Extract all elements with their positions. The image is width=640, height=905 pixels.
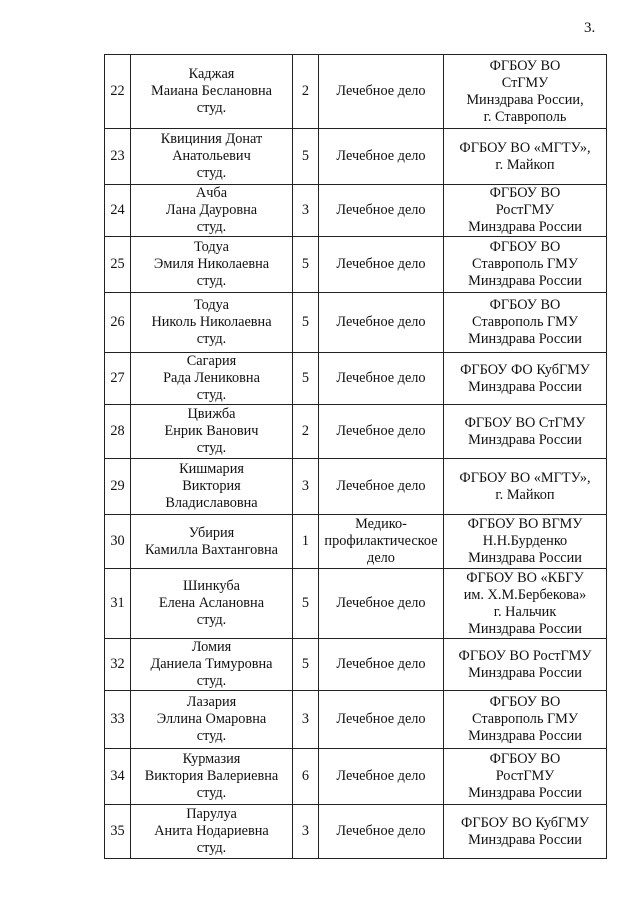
table-row xyxy=(105,129,607,185)
student-name-cell-line: Убирия xyxy=(188,524,235,541)
university-cell-line: им. Х.М.Бербекова» xyxy=(463,586,587,603)
university-cell-line: ФГБОУ ВО ВГМУ xyxy=(467,516,583,532)
student-name-cell-line: Анита Нодариевна xyxy=(154,823,269,839)
specialty-cell xyxy=(319,293,444,353)
table-row xyxy=(105,569,607,639)
student-name-cell-line: Тодуа xyxy=(194,239,229,255)
university-cell-line: ФГБОУ ВО СтГМУ xyxy=(464,414,586,431)
row-number-cell: 29 xyxy=(105,459,131,515)
student-name-cell-line: Лазария xyxy=(186,694,237,710)
university-cell-line: г. Майкоп xyxy=(495,486,555,503)
student-name-cell xyxy=(131,129,293,185)
specialty-cell xyxy=(319,55,444,129)
course-cell: 5 xyxy=(293,293,319,353)
specialty-cell-line: Лечебное дело xyxy=(336,478,426,494)
row-number-cell: 35 xyxy=(105,805,131,859)
student-name-cell-line: Сагария xyxy=(186,353,237,369)
student-name-cell xyxy=(131,569,293,639)
student-name-cell xyxy=(131,515,293,569)
university-cell xyxy=(444,639,607,691)
student-name-cell-line: студ. xyxy=(196,165,227,181)
university-cell-line: РостГМУ xyxy=(495,202,555,218)
table-row xyxy=(105,805,607,859)
student-name-cell-line: Каджая xyxy=(188,66,235,82)
university-cell-line: Минздрава России xyxy=(468,664,582,681)
student-name-cell-line: Парулуа xyxy=(186,806,237,822)
student-name-cell-line: студ. xyxy=(196,612,227,628)
university-cell-line: ФГБОУ ВО xyxy=(489,297,561,313)
specialty-cell xyxy=(319,353,444,405)
student-name-cell-line: Даниела Тимуровна xyxy=(150,656,273,672)
student-name-cell xyxy=(131,749,293,805)
student-name-cell-line: Лана Дауровна xyxy=(165,202,258,218)
course-cell: 3 xyxy=(293,185,319,237)
university-cell xyxy=(444,129,607,185)
course-cell: 2 xyxy=(293,405,319,459)
student-name-cell-line: Цвижба xyxy=(187,406,236,422)
university-cell-line: ФГБОУ ВО КубГМУ xyxy=(461,814,589,831)
table-row xyxy=(105,691,607,749)
specialty-cell-line: Лечебное дело xyxy=(336,202,426,218)
university-cell-line: Минздрава России, xyxy=(466,91,584,108)
student-name-cell-line: студ. xyxy=(196,440,227,456)
specialty-cell xyxy=(319,129,444,185)
table-row xyxy=(105,185,607,237)
specialty-cell xyxy=(319,237,444,293)
university-cell-line: г. Нальчик xyxy=(493,603,557,620)
course-cell: 5 xyxy=(293,569,319,639)
university-cell xyxy=(444,237,607,293)
university-cell xyxy=(444,515,607,569)
university-cell-line: Минздрава России xyxy=(468,550,582,566)
specialty-cell-line: Лечебное дело xyxy=(336,314,426,330)
course-cell: 3 xyxy=(293,459,319,515)
student-name-cell xyxy=(131,353,293,405)
university-cell-line: ФГБОУ ФО КубГМУ xyxy=(460,361,590,378)
student-name-cell xyxy=(131,405,293,459)
student-name-cell-line: Анатольевич xyxy=(172,148,251,164)
student-name-cell-line: Рада Лениковна xyxy=(163,370,260,386)
student-name-cell-line: Виктория Валериевна xyxy=(144,768,279,784)
student-name-cell-line: студ. xyxy=(196,273,227,289)
university-cell-line: ФГБОУ ВО xyxy=(489,239,561,255)
university-cell-line: Минздрава России xyxy=(468,378,582,395)
student-name-cell-line: Маиана Беслановна xyxy=(151,83,272,99)
university-cell-line: Минздрава России xyxy=(468,273,582,289)
course-cell: 5 xyxy=(293,639,319,691)
table-row xyxy=(105,515,607,569)
university-cell xyxy=(444,459,607,515)
university-cell-line: Минздрава России xyxy=(468,728,582,744)
university-cell-line: ФГБОУ ВО РостГМУ xyxy=(458,647,592,664)
university-cell-line: Ставрополь ГМУ xyxy=(472,256,578,272)
university-cell-line: ФГБОУ ВО xyxy=(489,751,561,767)
university-cell-line: РостГМУ xyxy=(495,768,555,784)
table-row xyxy=(105,293,607,353)
student-name-cell xyxy=(131,691,293,749)
university-cell-line: Ставрополь ГМУ xyxy=(472,711,578,727)
row-number-cell: 31 xyxy=(105,569,131,639)
university-cell-line: г. Майкоп xyxy=(495,156,555,173)
specialty-cell-line: Лечебное дело xyxy=(336,423,426,439)
row-number-cell: 23 xyxy=(105,129,131,185)
university-cell xyxy=(444,353,607,405)
student-name-cell-line: Эллина Омаровна xyxy=(156,711,267,727)
specialty-cell-line: Лечебное дело xyxy=(336,711,426,727)
student-name-cell-line: студ. xyxy=(196,673,227,689)
university-cell-line: Минздрава России xyxy=(468,620,582,637)
specialty-cell xyxy=(319,185,444,237)
university-cell-line: Минздрава России xyxy=(468,219,582,235)
row-number-cell: 33 xyxy=(105,691,131,749)
university-cell-line: ФГБОУ ВО xyxy=(489,185,561,201)
student-name-cell xyxy=(131,185,293,237)
specialty-cell xyxy=(319,515,444,569)
student-name-cell-line: Шинкуба xyxy=(182,578,241,594)
specialty-cell-line: Лечебное дело xyxy=(336,768,426,784)
university-cell xyxy=(444,749,607,805)
table-row xyxy=(105,639,607,691)
student-name-cell-line: Виктория xyxy=(182,478,241,494)
row-number-cell: 26 xyxy=(105,293,131,353)
student-name-cell-line: Курмазия xyxy=(182,751,241,767)
row-number-cell: 27 xyxy=(105,353,131,405)
student-name-cell-line: студ. xyxy=(196,331,227,347)
university-cell xyxy=(444,293,607,353)
student-name-cell-line: студ. xyxy=(196,785,227,801)
university-cell-line: СтГМУ xyxy=(501,74,549,91)
student-name-cell xyxy=(131,237,293,293)
row-number-cell: 22 xyxy=(105,55,131,129)
university-cell xyxy=(444,805,607,859)
student-name-cell-line: Квициния Донат xyxy=(160,131,263,147)
university-cell xyxy=(444,405,607,459)
university-cell-line: Ставрополь ГМУ xyxy=(472,314,578,330)
student-name-cell-line: Кишмария xyxy=(179,461,244,477)
row-number-cell: 24 xyxy=(105,185,131,237)
specialty-cell-line: Лечебное дело xyxy=(336,823,426,839)
student-name-cell xyxy=(131,639,293,691)
row-number-cell: 34 xyxy=(105,749,131,805)
specialty-cell-line: Лечебное дело xyxy=(336,148,426,164)
university-cell-line: Минздрава России xyxy=(468,831,582,848)
university-cell-line: ФГБОУ ВО xyxy=(489,57,561,74)
student-name-cell-line: Енрик Ванович xyxy=(164,423,259,439)
university-cell-line: ФГБОУ ВО «МГТУ», xyxy=(459,139,591,156)
student-name-cell-line: студ. xyxy=(196,219,227,235)
specialty-cell-line: Лечебное дело xyxy=(336,656,426,672)
university-cell xyxy=(444,691,607,749)
students-table xyxy=(104,54,607,859)
specialty-cell xyxy=(319,749,444,805)
specialty-cell-line: Лечебное дело xyxy=(336,370,426,386)
table-row xyxy=(105,459,607,515)
course-cell: 5 xyxy=(293,237,319,293)
row-number-cell: 32 xyxy=(105,639,131,691)
university-cell-line: ФГБОУ ВО xyxy=(489,694,561,710)
table-row xyxy=(105,353,607,405)
student-name-cell-line: Камилла Вахтанговна xyxy=(144,541,279,558)
specialty-cell-line: Лечебное дело xyxy=(336,83,426,99)
student-name-cell-line: Николь Николаевна xyxy=(151,314,272,330)
specialty-cell-line: Медико- xyxy=(355,516,407,532)
course-cell: 3 xyxy=(293,805,319,859)
university-cell-line: Минздрава России xyxy=(468,785,582,801)
specialty-cell xyxy=(319,405,444,459)
student-name-cell-line: студ. xyxy=(196,100,227,116)
student-name-cell xyxy=(131,55,293,129)
page-number: 3. xyxy=(584,20,596,36)
course-cell: 3 xyxy=(293,691,319,749)
course-cell: 5 xyxy=(293,353,319,405)
row-number-cell: 25 xyxy=(105,237,131,293)
specialty-cell-line: Лечебное дело xyxy=(336,256,426,272)
student-name-cell-line: Ачба xyxy=(195,185,228,201)
student-name-cell xyxy=(131,805,293,859)
student-name-cell-line: Эмиля Николаевна xyxy=(153,256,270,272)
specialty-cell-line: профилактическое xyxy=(324,533,438,549)
university-cell xyxy=(444,55,607,129)
university-cell-line: ФГБОУ ВО «МГТУ», xyxy=(459,469,591,486)
specialty-cell-line: Лечебное дело xyxy=(336,595,426,611)
row-number-cell: 30 xyxy=(105,515,131,569)
university-cell-line: ФГБОУ ВО «КБГУ xyxy=(466,569,584,586)
specialty-cell xyxy=(319,639,444,691)
specialty-cell xyxy=(319,459,444,515)
course-cell: 5 xyxy=(293,129,319,185)
university-cell xyxy=(444,185,607,237)
university-cell xyxy=(444,569,607,639)
student-name-cell-line: студ. xyxy=(196,387,227,403)
specialty-cell xyxy=(319,805,444,859)
specialty-cell xyxy=(319,691,444,749)
university-cell-line: Н.Н.Бурденко xyxy=(482,533,568,549)
course-cell: 2 xyxy=(293,55,319,129)
table-row xyxy=(105,749,607,805)
student-name-cell-line: Владиславовна xyxy=(165,495,258,511)
students-table-body xyxy=(105,55,607,859)
student-name-cell-line: Тодуа xyxy=(194,297,229,313)
student-name-cell-line: студ. xyxy=(196,840,227,856)
course-cell: 1 xyxy=(293,515,319,569)
table-row xyxy=(105,405,607,459)
student-name-cell-line: Ломия xyxy=(191,639,232,655)
student-name-cell-line: студ. xyxy=(196,728,227,744)
table-row xyxy=(105,237,607,293)
student-name-cell xyxy=(131,293,293,353)
university-cell-line: г. Ставрополь xyxy=(483,108,567,125)
table-row xyxy=(105,55,607,129)
student-name-cell xyxy=(131,459,293,515)
student-name-cell-line: Елена Аслановна xyxy=(158,595,265,611)
university-cell-line: Минздрава России xyxy=(468,431,582,448)
specialty-cell xyxy=(319,569,444,639)
university-cell-line: Минздрава России xyxy=(468,331,582,347)
specialty-cell-line: дело xyxy=(367,550,395,566)
row-number-cell: 28 xyxy=(105,405,131,459)
course-cell: 6 xyxy=(293,749,319,805)
